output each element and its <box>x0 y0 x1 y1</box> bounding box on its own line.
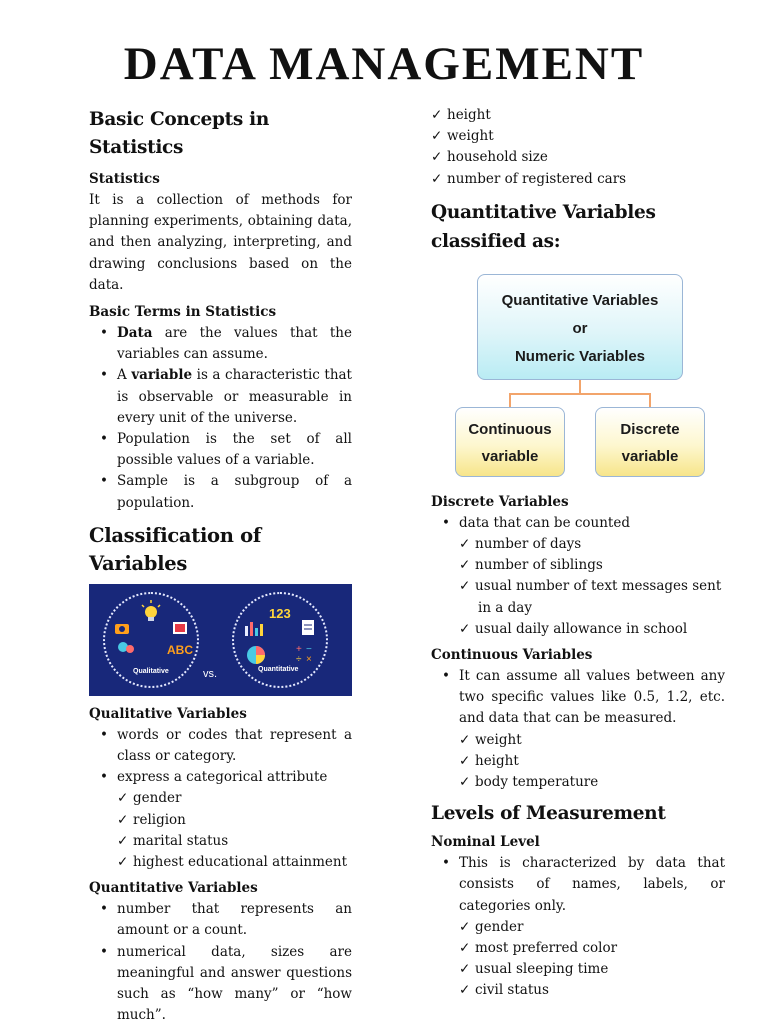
discrete-variable-box <box>595 407 705 477</box>
clipboard-icon <box>302 620 314 635</box>
check-item-label: usual sleeping time <box>475 961 609 978</box>
check-icon: ✓ <box>459 731 471 748</box>
check-item <box>459 534 725 555</box>
nominal-bullets <box>431 853 725 917</box>
check-icon: ✓ <box>117 832 129 849</box>
classification-heading: Classification of Variables <box>89 523 261 575</box>
connector-line <box>509 393 511 407</box>
check-item-label: usual daily allowance in school <box>475 620 688 637</box>
term-variable-def: is a characteristic that is observable or measurable in every unit of the universe. <box>117 367 352 426</box>
check-item <box>117 831 352 852</box>
term-data: Data <box>117 325 153 342</box>
check-item <box>459 772 725 793</box>
statistics-subheading: Statistics <box>89 171 160 187</box>
list-item <box>117 323 352 365</box>
check-item <box>117 788 352 809</box>
basic-terms-list <box>89 323 352 514</box>
list-item <box>117 365 352 429</box>
check-item-label: most preferred color <box>475 940 618 957</box>
check-item <box>431 169 725 190</box>
box-line: variable <box>481 447 539 465</box>
check-item <box>459 959 725 980</box>
check-icon: ✓ <box>459 982 471 999</box>
numbers-icon: 123 <box>269 605 291 621</box>
bar-chart-icon <box>245 622 263 636</box>
box-line: variable <box>621 447 679 465</box>
term-variable-pre: A <box>117 367 132 384</box>
check-item-label: height <box>475 752 519 769</box>
photo-icon <box>173 622 187 634</box>
nominal-examples <box>431 917 725 1002</box>
svg-text:×: × <box>306 653 312 665</box>
box-line: or <box>572 319 588 337</box>
pie-chart-icon <box>247 646 265 664</box>
check-item <box>431 147 725 168</box>
vs-label: vs. <box>203 667 218 680</box>
connector-line <box>649 393 651 407</box>
discrete-examples <box>431 534 725 640</box>
check-item <box>459 938 725 959</box>
quantitative-classification-diagram <box>431 266 725 486</box>
check-icon: ✓ <box>459 536 471 553</box>
check-icon: ✓ <box>117 854 129 871</box>
check-icon: ✓ <box>459 918 471 935</box>
check-item <box>117 852 352 873</box>
camera-icon <box>115 624 129 634</box>
term-variable: variable <box>131 367 193 384</box>
check-item-label: gender <box>133 790 182 807</box>
continuous-variable-box <box>455 407 565 477</box>
quantitative-classified-heading <box>431 198 725 256</box>
svg-text:−: − <box>306 643 312 655</box>
box-line: Quantitative Variables <box>501 291 659 309</box>
list-item: • Population is the set of all possible values of a variable. <box>117 429 352 471</box>
heading-line: Quantitative Variables <box>431 201 656 223</box>
check-item <box>431 105 725 126</box>
quantitative-label: Quantitative <box>258 665 299 673</box>
lightbulb-icon <box>142 600 160 621</box>
check-item-label: usual number of text messages sent <box>475 578 722 595</box>
list-item: • data that can be counted <box>459 513 725 534</box>
check-item <box>459 619 725 640</box>
levels-of-measurement-heading: Levels of Measurement <box>431 803 666 825</box>
check-item-label: height <box>447 107 491 123</box>
check-item-label: highest educational attainment <box>133 854 348 871</box>
discrete-variables-heading: Discrete Variables <box>431 493 569 510</box>
term-data-def: are the values that the variables can assume. <box>117 325 352 363</box>
check-icon: ✓ <box>431 149 443 166</box>
graphic-icons <box>89 584 352 696</box>
check-item-label: gender <box>475 918 524 935</box>
check-item <box>431 126 725 147</box>
connector-line <box>509 393 651 395</box>
check-item-label: weight <box>447 128 494 145</box>
qualitative-vs-quantitative-graphic <box>89 584 352 696</box>
svg-text:+: + <box>296 643 302 655</box>
qualitative-variables-heading: Qualitative Variables <box>89 705 247 722</box>
quantitative-examples <box>431 105 725 190</box>
check-item-label: number of registered cars <box>447 170 627 187</box>
basic-concepts-heading: Basic Concepts in Statistics <box>89 109 270 158</box>
heading-line: classified as: <box>431 230 561 252</box>
check-item <box>459 980 725 1001</box>
basic-terms-heading: Basic Terms in Statistics <box>89 304 277 321</box>
continuous-variables-heading: Continuous Variables <box>431 647 593 664</box>
svg-text:÷: ÷ <box>296 653 302 665</box>
list-item: • numerical data, sizes are meaningful and answer questions such as “how many” or “how much”. <box>117 942 352 1026</box>
check-icon: ✓ <box>431 107 443 123</box>
abc-icon: ABC <box>167 642 193 657</box>
check-item <box>117 810 352 831</box>
check-item-label: number of siblings <box>475 557 603 574</box>
left-column <box>89 100 352 1026</box>
check-item-label: religion <box>133 811 186 828</box>
check-icon: ✓ <box>459 961 471 978</box>
check-icon: ✓ <box>431 128 443 145</box>
check-item-label: household size <box>447 149 548 166</box>
check-icon: ✓ <box>117 790 129 807</box>
page-title: DATA MANAGEMENT <box>123 38 645 90</box>
check-icon: ✓ <box>459 940 471 957</box>
check-icon: ✓ <box>431 170 443 187</box>
qualitative-examples <box>89 788 352 873</box>
right-column <box>431 105 725 1002</box>
check-item <box>459 917 725 938</box>
check-icon: ✓ <box>459 620 471 637</box>
numeric-variables-box <box>477 274 683 380</box>
connector-line <box>579 380 581 394</box>
check-icon: ✓ <box>459 557 471 574</box>
list-item: • express a categorical attribute <box>117 767 352 788</box>
chat-icon <box>118 642 134 653</box>
check-item <box>459 730 725 751</box>
list-item: • This is characterized by data that consists of names, labels, or categories only. <box>459 853 725 917</box>
list-item: • number that represents an amount or a count. <box>117 899 352 941</box>
quantitative-bullets <box>89 899 352 1026</box>
nominal-level-heading: Nominal Level <box>431 834 540 851</box>
check-item-continuation: in a day <box>478 599 532 616</box>
box-line: Discrete <box>620 420 680 438</box>
math-operators-icon <box>296 644 312 665</box>
check-item-label: number of days <box>475 536 582 553</box>
statistics-definition: It is a collection of methods for planning experiments, obtaining data, and then analyzing, interpreting, and drawing conclusions based on the data. <box>89 192 352 293</box>
check-item <box>459 555 725 576</box>
list-item: • words or codes that represent a class or category. <box>117 725 352 767</box>
check-icon: ✓ <box>117 811 129 828</box>
check-item <box>459 576 725 618</box>
check-item-label: weight <box>475 731 522 748</box>
qualitative-label: Qualitative <box>133 667 169 675</box>
box-line: Continuous <box>468 420 552 438</box>
check-item-label: marital status <box>133 832 229 849</box>
list-item: • Sample is a subgroup of a population. <box>117 471 352 513</box>
qualitative-bullets <box>89 725 352 789</box>
continuous-examples <box>431 730 725 794</box>
continuous-bullets <box>431 666 725 730</box>
check-icon: ✓ <box>459 752 471 769</box>
discrete-bullets <box>431 513 725 534</box>
check-icon: ✓ <box>459 774 471 791</box>
quantitative-variables-heading: Quantitative Variables <box>89 880 258 897</box>
list-item: • It can assume all values between any two specific values like 0.5, 1.2, etc. and data that can be measured. <box>459 666 725 730</box>
check-item-label: body temperature <box>475 774 599 791</box>
check-item <box>459 751 725 772</box>
check-icon: ✓ <box>459 578 471 595</box>
check-item-label: civil status <box>475 982 549 999</box>
box-line: Numeric Variables <box>514 347 646 365</box>
